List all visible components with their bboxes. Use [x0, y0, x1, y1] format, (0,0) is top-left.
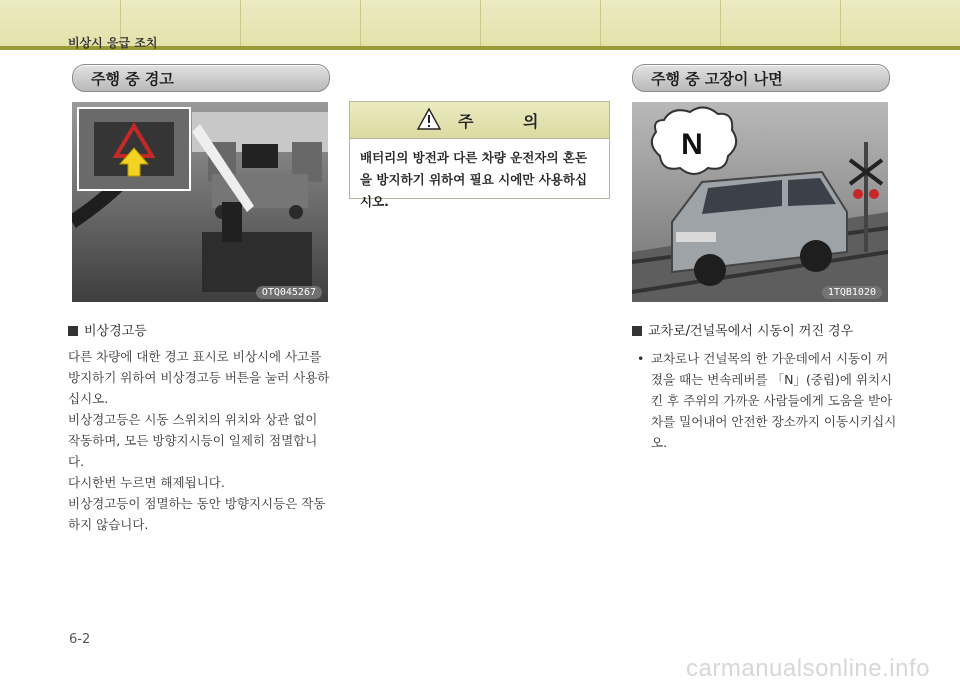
heading-square-icon: [68, 326, 78, 336]
car-crossing-illustration: [632, 102, 888, 302]
caution-title: 주 의: [458, 112, 561, 131]
dashboard-illustration: [72, 102, 328, 302]
paragraph: 다른 차량에 대한 경고 표시로 비상시에 사고를 방지하기 위하여 비상경고등 버튼을 눌러 사용하십시오.: [68, 349, 330, 406]
neutral-bubble-letter: N: [681, 128, 703, 161]
pill-driving-warning: [72, 64, 330, 92]
railroad-crossing-photo: [632, 102, 888, 302]
photo-code: OTQ045267: [256, 286, 322, 299]
caution-text: 배터리의 방전과 다른 차량 운전자의 혼돈을 방지하기 위하여 필요 시에만 사용하십시오.: [360, 150, 588, 209]
page-number: 6-2: [69, 632, 91, 647]
paragraph: 비상경고등은 시동 스위치의 위치와 상관 없이 작동하며, 모든 방향지시등이 일제히 점멸합니다.: [68, 412, 318, 469]
photo-code: 1TQB1020: [822, 286, 882, 299]
list-item: [637, 348, 899, 453]
header-divider: [360, 0, 361, 46]
header-divider: [600, 0, 601, 46]
caution-box: [349, 101, 610, 209]
hazard-body-text: [68, 346, 332, 535]
pill-title: 주행 중 고장이 나면: [651, 70, 783, 88]
watermark: carmanualsonline.info: [686, 655, 930, 682]
heading-hazard-lights: 비상경고등: [68, 320, 147, 339]
section-title: 비상시 응급 조치: [68, 36, 158, 50]
caution-header: [350, 102, 609, 139]
bullet-dot: •: [637, 351, 645, 366]
stall-bullet-list: [637, 348, 899, 453]
bullet-text: 교차로나 건널목의 한 가운데에서 시동이 꺼졌을 때는 변속레버를 「N」(중립)에 위치시킨 후 주위의 가까운 사람들에게 도움을 받아 차를 밀어내어 안전한 장소까지 이동시키십시오.: [651, 351, 897, 450]
paragraph: 다시한번 누르면 해제됩니다.: [68, 475, 225, 490]
heading-stall-at-crossing: 교차로/건널목에서 시동이 꺼진 경우: [632, 320, 853, 339]
pill-title: 주행 중 경고: [91, 70, 174, 88]
paragraph: 비상경고등이 점멸하는 동안 방향지시등은 작동하지 않습니다.: [68, 496, 326, 532]
header-divider: [240, 0, 241, 46]
warning-triangle-icon: [416, 107, 442, 131]
pill-breakdown: [632, 64, 890, 92]
header-divider: [480, 0, 481, 46]
header-divider: [720, 0, 721, 46]
dashboard-photo: [72, 102, 328, 302]
header-divider: [840, 0, 841, 46]
heading-square-icon: [632, 326, 642, 336]
